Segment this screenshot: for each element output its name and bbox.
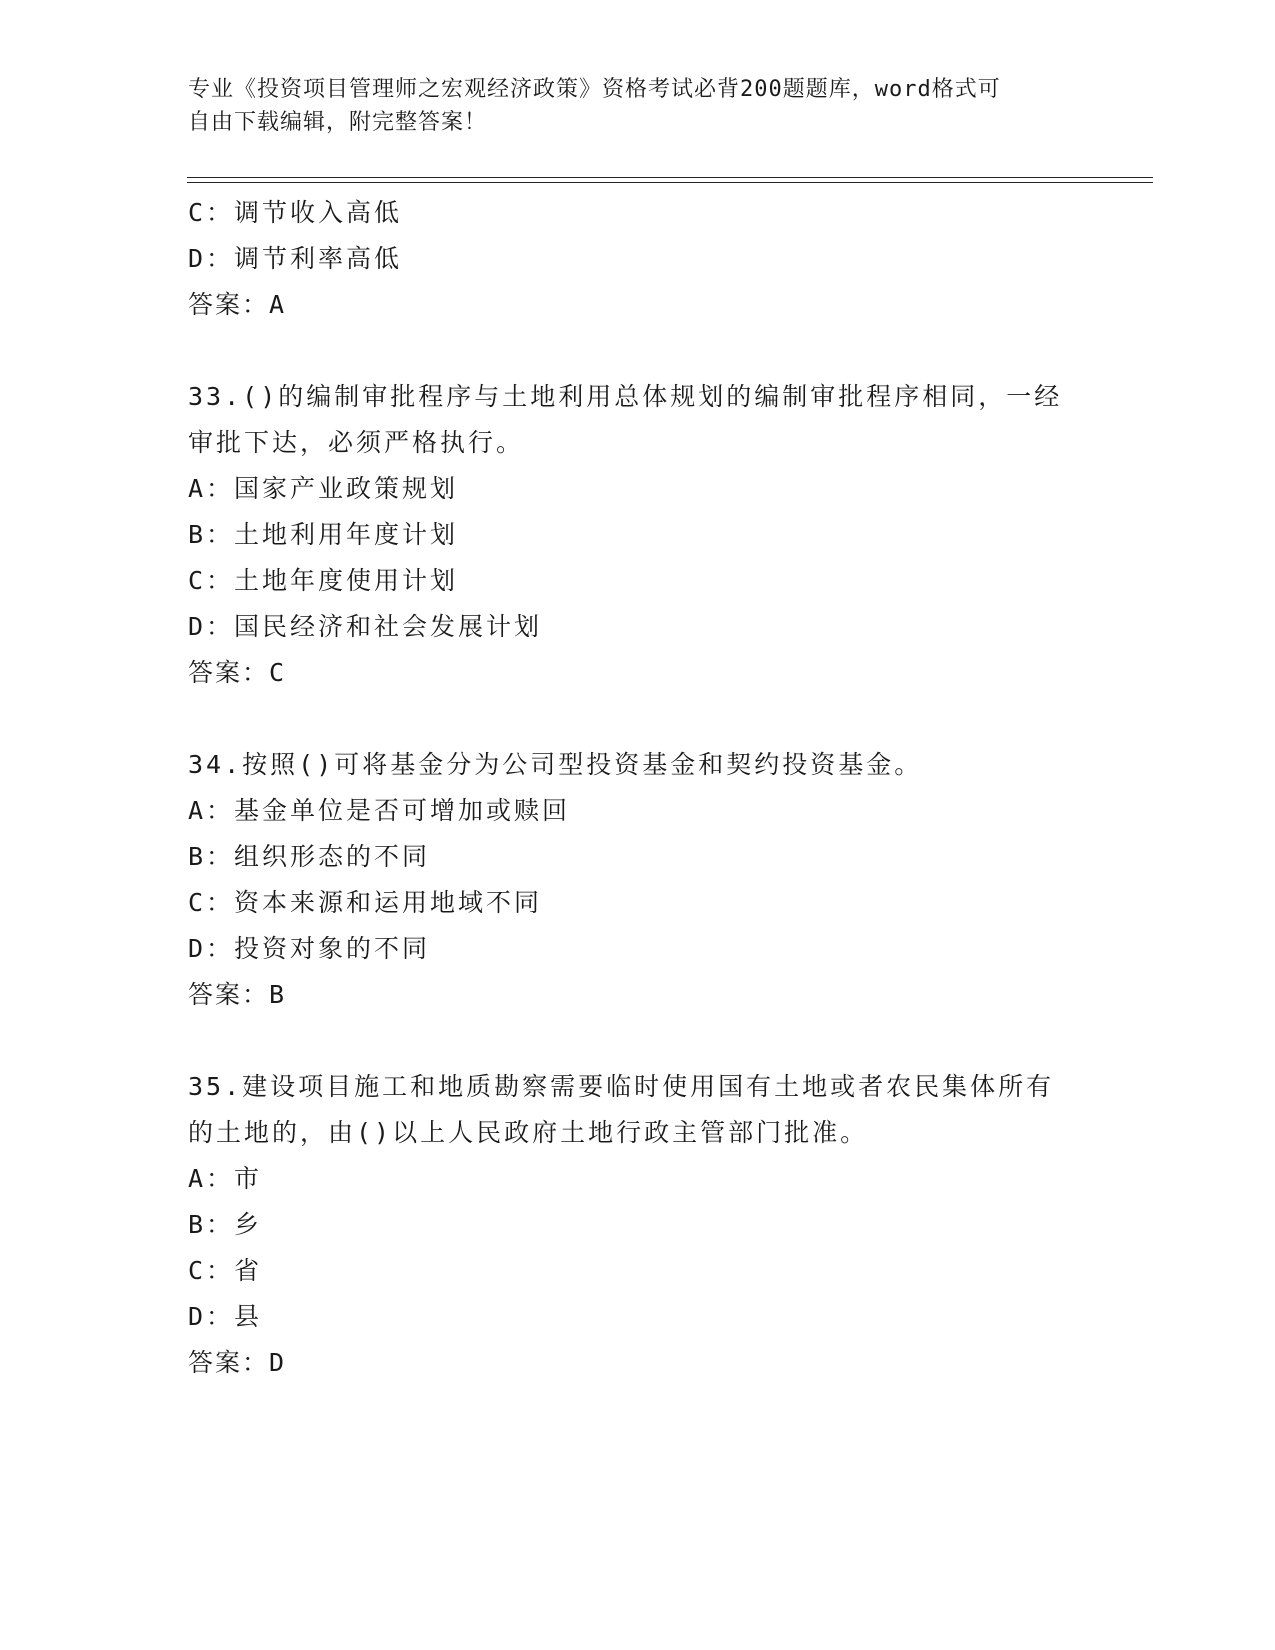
option-b: B：组织形态的不同: [188, 842, 431, 871]
option-c: C：调节收入高低: [188, 198, 403, 227]
option-a: A：基金单位是否可增加或赎回: [188, 796, 571, 825]
header-rule-top: [187, 177, 1153, 178]
question-stem-line-1: 33.()的编制审批程序与土地利用总体规划的编制审批程序相同，一经: [188, 382, 1063, 411]
question-list: [188, 190, 1088, 1386]
option-a: A：国家产业政策规划: [188, 474, 459, 503]
option-c: C：资本来源和运用地域不同: [188, 888, 543, 917]
option-c: C：省: [188, 1256, 263, 1285]
spacer: [188, 696, 1088, 742]
option-d: D：调节利率高低: [188, 244, 403, 273]
header-line-2: 自由下载编辑，附完整答案！: [188, 110, 488, 135]
answer: 答案：C: [188, 658, 287, 687]
answer: 答案：A: [188, 290, 287, 319]
question-33: [188, 374, 1088, 696]
header-line-1: 专业《投资项目管理师之宏观经济政策》资格考试必背200题题库，word格式可: [188, 77, 1001, 102]
question-stem-line-1: 34.按照()可将基金分为公司型投资基金和契约投资基金。: [188, 750, 923, 779]
option-c: C：土地年度使用计划: [188, 566, 459, 595]
answer: 答案：D: [188, 1348, 287, 1377]
option-d: D：国民经济和社会发展计划: [188, 612, 543, 641]
header-rule-bottom: [187, 182, 1153, 183]
option-b: B：乡: [188, 1210, 263, 1239]
question-35: [188, 1064, 1088, 1386]
question-stem-line-2: 审批下达，必须严格执行。: [188, 428, 525, 457]
question-stem-line-2: 的土地的，由()以上人民政府土地行政主管部门批准。: [188, 1118, 869, 1147]
page-header: [188, 73, 1068, 139]
option-d: D：投资对象的不同: [188, 934, 431, 963]
question-stem-line-1: 35.建设项目施工和地质勘察需要临时使用国有土地或者农民集体所有: [188, 1072, 1055, 1101]
option-d: D：县: [188, 1302, 263, 1331]
spacer: [188, 328, 1088, 374]
question-34: [188, 742, 1088, 1018]
spacer: [188, 1018, 1088, 1064]
answer: 答案：B: [188, 980, 287, 1009]
option-a: A：市: [188, 1164, 263, 1193]
prev-question: [188, 190, 1088, 328]
option-b: B：土地利用年度计划: [188, 520, 459, 549]
